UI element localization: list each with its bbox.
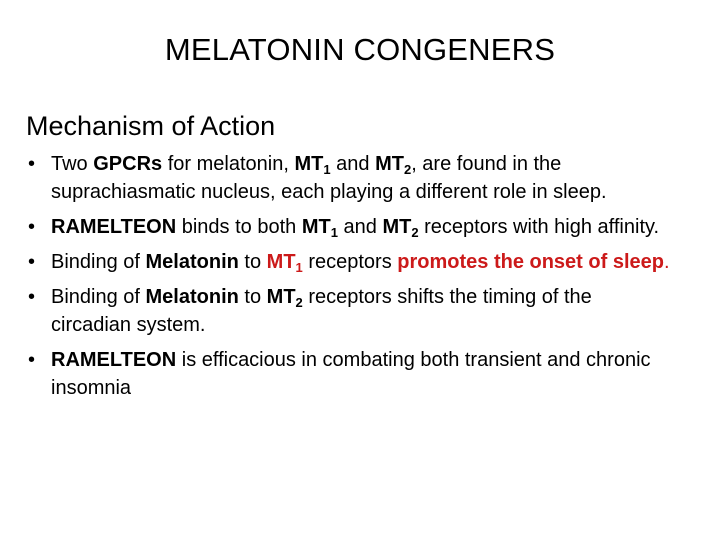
slide-subtitle: Mechanism of Action [26, 111, 276, 141]
bullet-text-run: and [337, 216, 383, 238]
bullet-text-run: is efficacious in combating both transient and chronic insomnia [51, 349, 651, 399]
bullet-text-run: receptors with high affinity. [418, 216, 660, 238]
bullet-text-run: Binding of [51, 286, 146, 308]
bullet-text-run: MT [301, 216, 331, 238]
bullet-item [26, 346, 676, 402]
bullet-text-run: RAMELTEON [51, 216, 177, 238]
bullet-text-run: MT [266, 286, 296, 308]
bullet-marker: • [28, 286, 36, 308]
bullet-text-run: , are found in the suprachiasmatic nucleus, each playing a different role in sleep. [51, 153, 607, 203]
bullet-subscript: 2 [411, 225, 419, 240]
bullet-text-run: to [238, 286, 267, 308]
bullet-subscript: 1 [295, 260, 303, 275]
bullet-text-run: binds to both [176, 216, 302, 238]
bullet-text-run: Two [51, 153, 94, 175]
bullet-subscript: 1 [330, 225, 338, 240]
bullet-subscript: 2 [403, 162, 412, 177]
slide-title: MELATONIN CONGENERS [164, 32, 556, 67]
bullet-item [26, 248, 676, 276]
bullet-marker: • [28, 251, 36, 273]
bullet-item [26, 150, 676, 206]
bullet-text-run: Melatonin [145, 286, 239, 308]
bullet-text-run: MT [266, 251, 296, 273]
bullet-text-run: promotes the onset of sleep [397, 251, 664, 273]
bullet-list [26, 150, 676, 409]
bullet-text-run: MT [382, 216, 412, 238]
bullet-subscript: 1 [323, 162, 331, 177]
bullet-text-run: MT [294, 153, 324, 175]
bullet-text-run: Melatonin [145, 251, 239, 273]
bullet-text-run: Binding of [51, 251, 146, 273]
bullet-text-run: for melatonin, [162, 153, 295, 175]
bullet-text-run: MT [375, 153, 404, 175]
bullet-marker: • [28, 216, 36, 238]
bullet-marker: • [28, 153, 36, 175]
bullet-text-run: receptors [302, 251, 398, 273]
bullet-subscript: 2 [295, 295, 303, 310]
bullet-item [26, 283, 676, 339]
bullet-text-run: receptors shifts the timing of the circadian system. [51, 286, 592, 336]
bullet-text-run: . [663, 251, 670, 273]
bullet-text-run: to [238, 251, 267, 273]
bullet-marker: • [28, 349, 36, 371]
bullet-item [26, 213, 676, 241]
bullet-text-run: and [330, 153, 376, 175]
bullet-text-run: GPCRs [93, 153, 163, 175]
bullet-text-run: RAMELTEON [51, 349, 177, 371]
